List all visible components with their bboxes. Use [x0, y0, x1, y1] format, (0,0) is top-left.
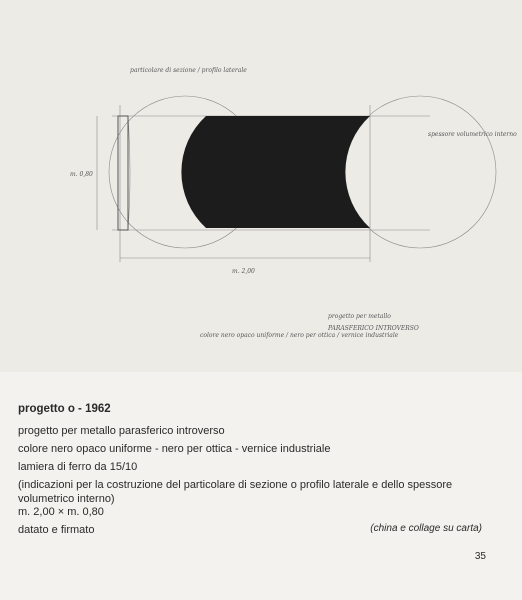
caption-description: progetto per metallo parasferico introverso	[18, 425, 225, 437]
page-number: 35	[474, 551, 486, 562]
note-top-left: particolare di sezione / profilo laterale	[130, 67, 247, 74]
caption-medium: (china e collage su carta)	[370, 523, 482, 534]
note-right: spessore volumetrico interno	[428, 131, 517, 138]
caption-material: lamiera di ferro da 15/10	[18, 461, 138, 473]
caption-instructions: (indicazioni per la costruzione del particolare di sezione o profilo laterale e dello spessore volumetrico interno)	[18, 479, 453, 505]
note-bottom-dimension: m. 2,00	[232, 268, 255, 275]
artwork-title: progetto o - 1962	[18, 403, 111, 415]
note-bottom-left: colore nero opaco uniforme / nero per ottica / vernice industriale	[200, 332, 399, 339]
caption-signed: datato e firmato	[18, 524, 95, 536]
caption-color: colore nero opaco uniforme - nero per ottica - vernice industriale	[18, 443, 331, 455]
black-collage-shape	[181, 116, 370, 228]
note-center-2: PARASFERICO INTROVERSO	[328, 325, 419, 332]
caption-dimensions: m. 2,00 × m. 0,80	[18, 506, 104, 518]
note-center-1: progetto per metallo	[328, 313, 391, 320]
note-left-dimension: m. 0,80	[70, 171, 93, 178]
